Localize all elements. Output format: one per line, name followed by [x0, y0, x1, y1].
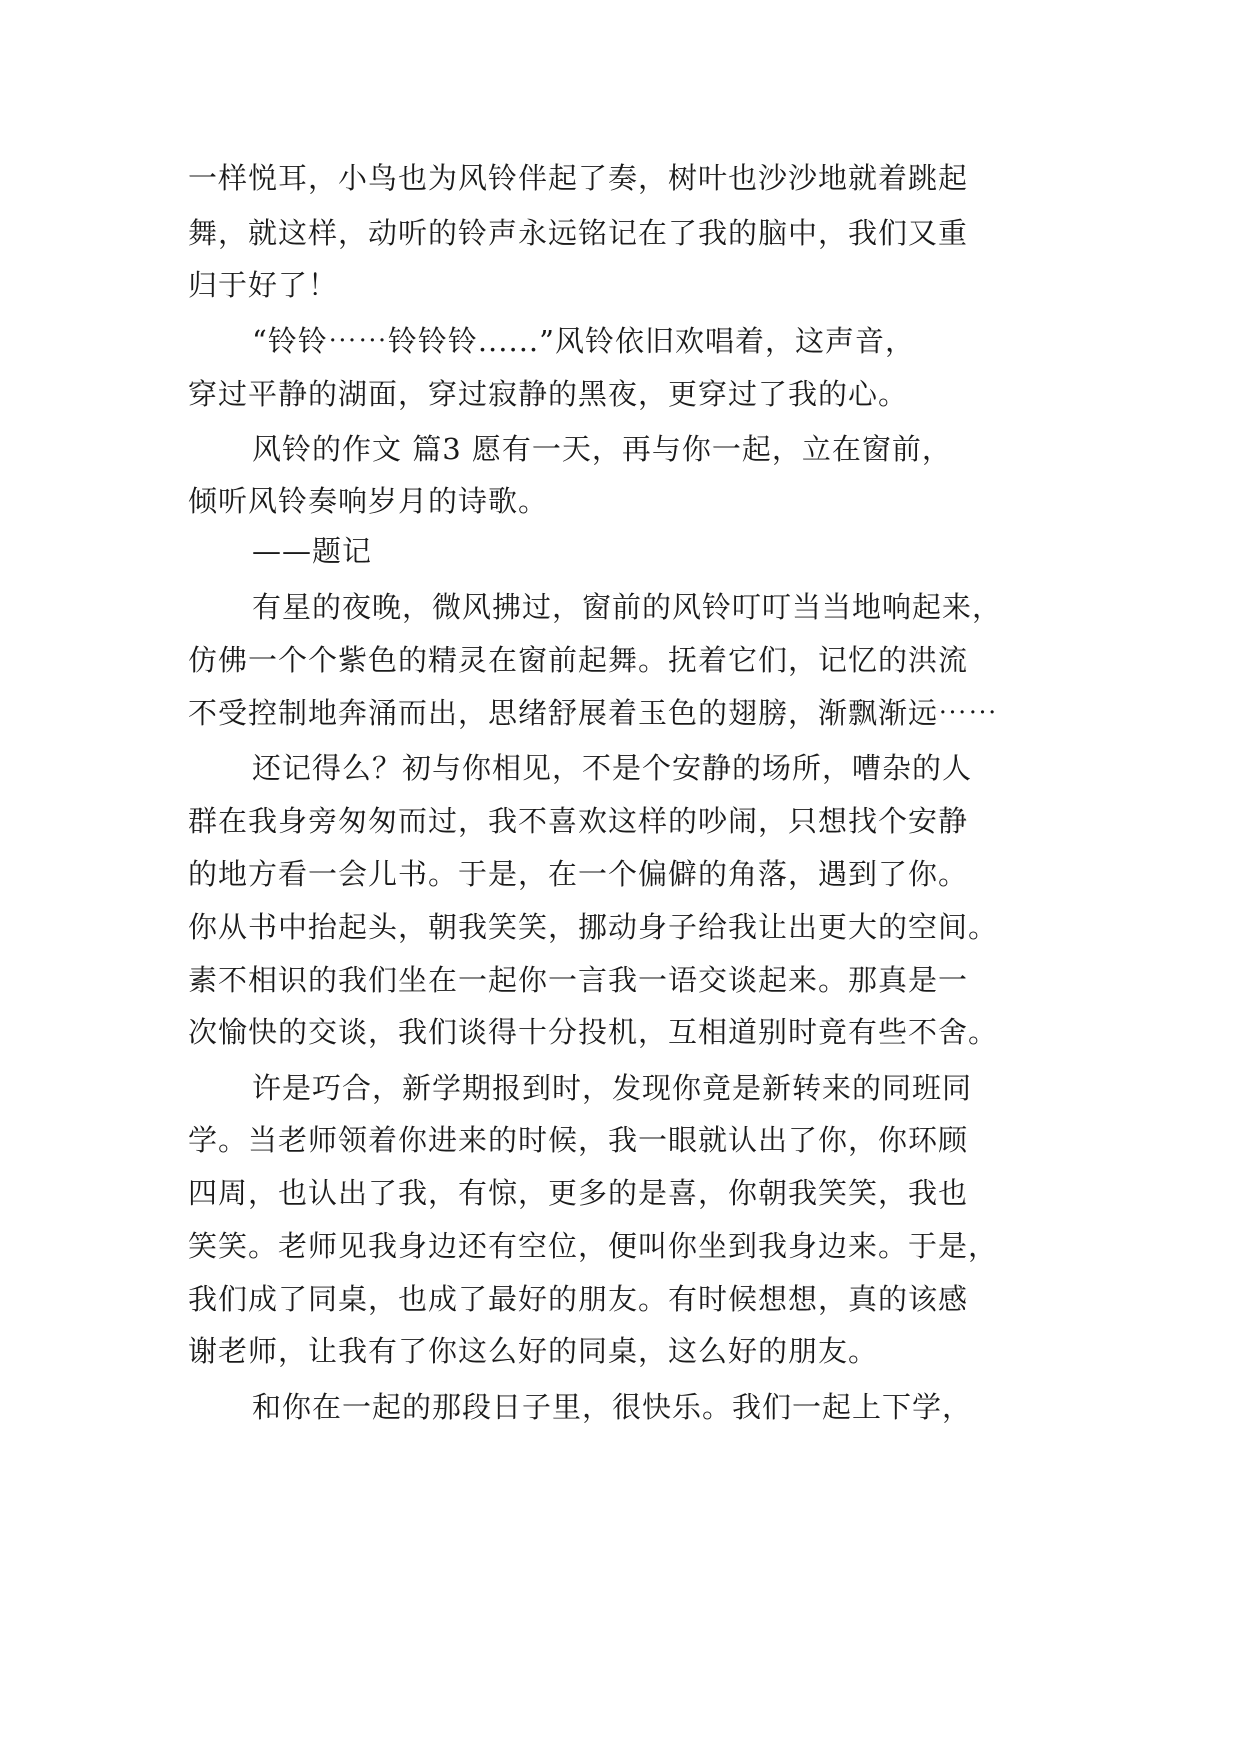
text-line: 笑笑。老师见我身边还有空位，便叫你坐到我身边来。于是， — [188, 1229, 999, 1263]
text-line: 的地方看一会儿书。于是，在一个偏僻的角落，遇到了你。 — [188, 857, 969, 891]
text-line: 倾听风铃奏响岁月的诗歌。 — [188, 484, 549, 518]
text-line: 穿过平静的湖面，穿过寂静的黑夜，更穿过了我的心。 — [188, 377, 909, 411]
text-line: 仿佛一个个紫色的精灵在窗前起舞。抚着它们，记忆的洪流 — [188, 643, 969, 677]
text-line: “铃铃⋯⋯铃铃铃......”风铃依旧欢唱着，这声音， — [252, 324, 915, 358]
text-line: 谢老师，让我有了你这么好的同桌，这么好的朋友。 — [188, 1334, 879, 1368]
text-line: 次愉快的交谈，我们谈得十分投机，互相道别时竟有些不舍。 — [188, 1015, 999, 1049]
text-line: 素不相识的我们坐在一起你一言我一语交谈起来。那真是一 — [188, 963, 969, 997]
text-line: 归于好了！ — [188, 268, 339, 302]
text-line: 四周，也认出了我，有惊，更多的是喜，你朝我笑笑，我也 — [188, 1176, 969, 1210]
text-line: 我们成了同桌，也成了最好的朋友。有时候想想，真的该感 — [188, 1282, 969, 1316]
text-line: 你从书中抬起头，朝我笑笑，挪动身子给我让出更大的空间。 — [188, 910, 999, 944]
text-line: 和你在一起的那段日子里，很快乐。我们一起上下学， — [252, 1390, 973, 1424]
text-line: 不受控制地奔涌而出，思绪舒展着玉色的翅膀，渐飘渐远⋯⋯ — [188, 696, 999, 730]
text-line: 学。当老师领着你进来的时候，我一眼就认出了你，你环顾 — [188, 1123, 969, 1157]
text-line: 一样悦耳，小鸟也为风铃伴起了奏，树叶也沙沙地就着跳起 — [188, 161, 969, 195]
text-line: 风铃的作文 篇3 愿有一天，再与你一起，立在窗前， — [252, 432, 952, 466]
text-line: 还记得么？初与你相见，不是个安静的场所，嘈杂的人 — [252, 751, 973, 785]
text-line: 许是巧合，新学期报到时，发现你竟是新转来的同班同 — [252, 1071, 973, 1105]
text-line: 有星的夜晚，微风拂过，窗前的风铃叮叮当当地响起来， — [252, 590, 1003, 624]
text-line: 群在我身旁匆匆而过，我不喜欢这样的吵闹，只想找个安静 — [188, 804, 969, 838]
text-line: 舞，就这样，动听的铃声永远铭记在了我的脑中，我们又重 — [188, 216, 969, 250]
text-line: ——题记 — [252, 534, 373, 568]
